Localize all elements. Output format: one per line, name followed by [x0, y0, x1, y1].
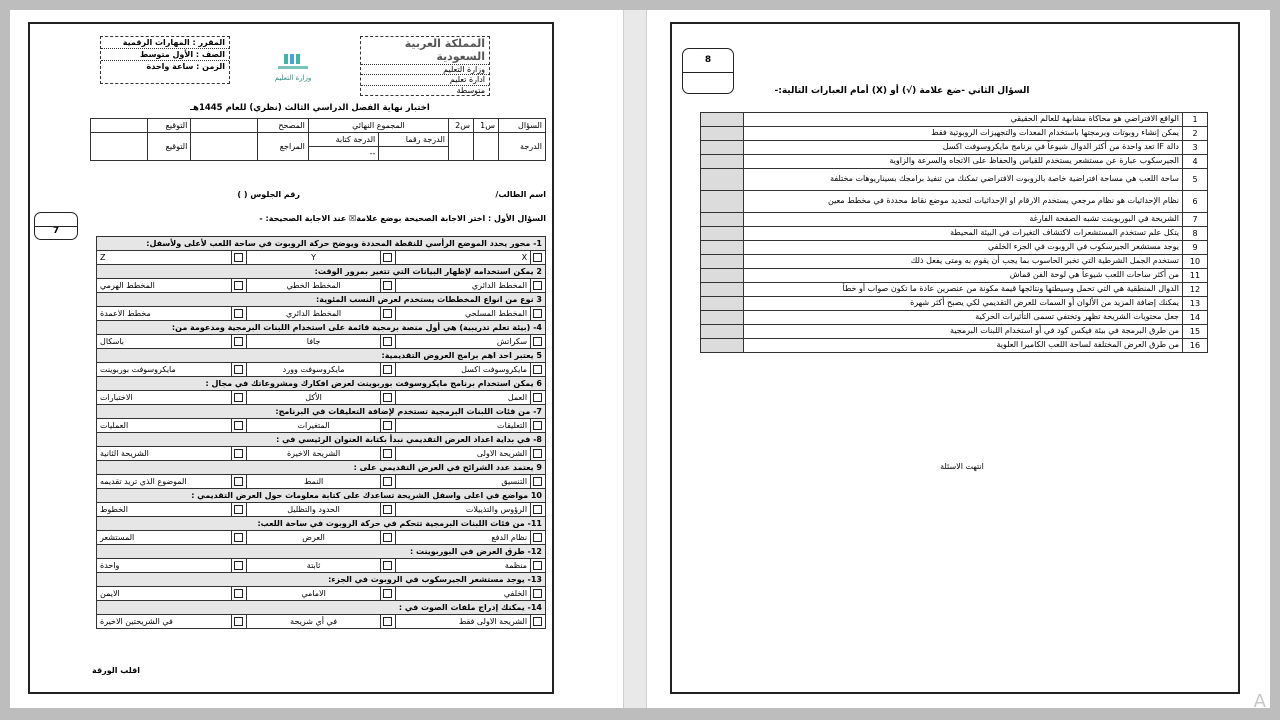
statement-row	[701, 255, 1208, 269]
grade-digits-value	[379, 147, 449, 161]
option-label: المستشعر	[97, 531, 232, 545]
question-text: 5 يعتبر احد اهم برامج العروض التقديمية:	[97, 349, 546, 363]
checkbox-icon[interactable]	[533, 533, 542, 542]
option-label: المخطط المسلحي	[396, 307, 531, 321]
options-row	[97, 335, 546, 349]
q2-score-box	[682, 48, 734, 94]
checkbox-icon[interactable]	[533, 561, 542, 570]
statement-number: 5	[1183, 169, 1208, 191]
checkbox-icon[interactable]	[383, 337, 392, 346]
statement-number: 11	[1183, 269, 1208, 283]
option-label: الخطوط	[97, 503, 232, 517]
statement-text: يمكنك إضافة المزيد من الألوان أو السمات للعرض التقديمي لكي يصبح أكثر شهرة	[744, 297, 1183, 311]
ministry-logo	[258, 52, 328, 86]
question-text: 11- من فئات اللبنات البرمجية تتحكم في حركة الروبوت في ساحة اللعب:	[97, 517, 546, 531]
checkbox-icon[interactable]	[383, 449, 392, 458]
grade-digits: الدرجة رقما	[379, 133, 449, 147]
checkbox-icon[interactable]	[533, 281, 542, 290]
answer-checkbox-cell[interactable]	[231, 559, 246, 573]
answer-checkbox-cell[interactable]	[231, 363, 246, 377]
question-text: 8- في بداية اعداد العرض التقديمي نبدأ بكتابة العنوان الرئيسي في :	[97, 433, 546, 447]
checkbox-icon[interactable]	[234, 477, 243, 486]
option-label: النمط	[246, 475, 381, 489]
answer-cell[interactable]	[701, 213, 744, 227]
answer-checkbox-cell[interactable]	[381, 447, 396, 461]
option-label: العرض	[246, 531, 381, 545]
answer-checkbox-cell[interactable]	[531, 251, 546, 265]
question-text: 14- يمكنك إدراج ملفات الصوت في :	[97, 601, 546, 615]
checkbox-icon[interactable]	[533, 253, 542, 262]
question-text: 1- محور يحدد الموضع الرأسي للنقطة المحددة ويوضح حركة الروبوت في ساحة اللعب لأعلى ولأسفل:	[97, 237, 546, 251]
statement-text: ساحة اللعب هي مساحة افتراضية خاصة بالروبوت الافتراضي تمكنك من تنفيذ برامجك بسيناريوهات مختلفة	[744, 169, 1183, 191]
statement-row	[701, 297, 1208, 311]
kingdom-title: المملكة العربية السعودية	[404, 37, 485, 63]
question-row	[97, 293, 546, 307]
answer-checkbox-cell[interactable]	[531, 447, 546, 461]
exam-page-left	[28, 22, 554, 694]
q2-grade-cell	[449, 133, 474, 161]
course-label: المقرر : المهارات الرقمية	[122, 38, 225, 47]
answer-cell[interactable]	[701, 297, 744, 311]
answer-checkbox-cell[interactable]	[231, 475, 246, 489]
answer-checkbox-cell[interactable]	[531, 363, 546, 377]
statement-row	[701, 155, 1208, 169]
options-row	[97, 531, 546, 545]
statement-text: الجيرسكوب عبارة عن مستشعر يستخدم للقياس والحفاظ على الاتجاه والسرعة والزاوية	[744, 155, 1183, 169]
statement-row	[701, 213, 1208, 227]
question-row	[97, 517, 546, 531]
answer-checkbox-cell[interactable]	[531, 615, 546, 629]
statement-text: الشريحة في البوربوينت تشبه الصفحة الفارغة	[744, 213, 1183, 227]
option-label: الشريحة الثانية	[97, 447, 232, 461]
checkbox-icon[interactable]	[234, 281, 243, 290]
answer-checkbox-cell[interactable]	[381, 335, 396, 349]
question-row	[97, 433, 546, 447]
answer-checkbox-cell[interactable]	[531, 559, 546, 573]
exam-page-right	[670, 22, 1240, 694]
options-row	[97, 475, 546, 489]
checkbox-icon[interactable]	[383, 281, 392, 290]
mcq-table	[96, 236, 546, 629]
answer-checkbox-cell[interactable]	[531, 419, 546, 433]
checkbox-icon[interactable]	[234, 617, 243, 626]
checkbox-icon[interactable]	[234, 337, 243, 346]
answer-checkbox-cell[interactable]	[531, 531, 546, 545]
page-gutter	[623, 10, 647, 708]
answer-checkbox-cell[interactable]	[381, 475, 396, 489]
question-row	[97, 237, 546, 251]
answer-checkbox-cell[interactable]	[381, 559, 396, 573]
answer-checkbox-cell[interactable]	[231, 391, 246, 405]
reviewer-label: المراجع	[258, 133, 309, 161]
statement-text: نظام الإحداثيات هو نظام مرجعي يستخدم الارقام او الإحداثيات لتحديد موضع نقاط محددة في مخطط معين	[744, 191, 1183, 213]
q2-score: 8	[704, 55, 712, 65]
option-label: Y	[246, 251, 381, 265]
question-row	[97, 349, 546, 363]
answer-checkbox-cell[interactable]	[231, 307, 246, 321]
exam-title: اختبار نهاية الفصل الدراسي الثالث (نظري) للعام 1445هـ	[190, 103, 430, 113]
answer-checkbox-cell[interactable]	[381, 307, 396, 321]
q1-title: السؤال الأول : اختر الاجابة الصحيحة بوضع علامة☒ عند الاجابة الصحيحة: -	[259, 214, 546, 223]
answer-checkbox-cell[interactable]	[381, 391, 396, 405]
answer-cell[interactable]	[701, 191, 744, 213]
answer-checkbox-cell[interactable]	[531, 307, 546, 321]
answer-checkbox-cell[interactable]	[231, 251, 246, 265]
checkbox-icon[interactable]	[234, 253, 243, 262]
checkbox-icon[interactable]	[383, 589, 392, 598]
statement-number: 9	[1183, 241, 1208, 255]
statement-row	[701, 283, 1208, 297]
option-label: الموضوع الذي تريد تقديمه	[97, 475, 232, 489]
answer-checkbox-cell[interactable]	[531, 335, 546, 349]
question-text: 12- طرق العرض في البوربوينت :	[97, 545, 546, 559]
ministry-logo-icon	[258, 52, 328, 86]
answer-checkbox-cell[interactable]	[531, 279, 546, 293]
watermark-letter: A	[1253, 691, 1266, 712]
answer-cell[interactable]	[701, 269, 744, 283]
answer-checkbox-cell[interactable]	[381, 251, 396, 265]
checkbox-icon[interactable]	[533, 365, 542, 374]
signature-cell	[91, 119, 148, 133]
ministry-label: وزارة التعليم	[361, 64, 489, 74]
grades-table	[90, 118, 546, 161]
option-label: Z	[97, 251, 232, 265]
options-row	[97, 503, 546, 517]
checkbox-icon[interactable]	[383, 533, 392, 542]
answer-cell[interactable]	[701, 141, 744, 155]
option-label: سكراتش	[396, 335, 531, 349]
statement-row	[701, 127, 1208, 141]
checkbox-icon[interactable]	[383, 365, 392, 374]
checkbox-icon[interactable]	[383, 561, 392, 570]
option-label: العمليات	[97, 419, 232, 433]
option-label: التنسيق	[396, 475, 531, 489]
answer-checkbox-cell[interactable]	[231, 615, 246, 629]
checkbox-icon[interactable]	[234, 309, 243, 318]
checkbox-icon[interactable]	[533, 337, 542, 346]
question-row	[97, 601, 546, 615]
statement-row	[701, 339, 1208, 353]
end-text: انتهت الاسئلة	[940, 462, 984, 471]
answer-checkbox-cell[interactable]	[531, 391, 546, 405]
question-row	[97, 573, 546, 587]
checkbox-icon[interactable]	[234, 505, 243, 514]
answer-cell[interactable]	[701, 113, 744, 127]
checkbox-icon[interactable]	[383, 617, 392, 626]
statement-number: 13	[1183, 297, 1208, 311]
option-label: X	[396, 251, 531, 265]
answer-checkbox-cell[interactable]	[381, 615, 396, 629]
reviewer-name	[191, 133, 258, 161]
answer-checkbox-cell[interactable]	[381, 503, 396, 517]
question-row	[97, 321, 546, 335]
statement-number: 1	[1183, 113, 1208, 127]
statement-text: يتكل علم تستخدم المستشعرات لاكتشاف التغيرات في البيئة المحيطة	[744, 227, 1183, 241]
options-row	[97, 251, 546, 265]
row-grade: الدرجة	[499, 133, 546, 161]
answer-checkbox-cell[interactable]	[381, 587, 396, 601]
checkbox-icon[interactable]	[383, 421, 392, 430]
col-q2: س2	[449, 119, 474, 133]
option-label: الاختبارات	[97, 391, 232, 405]
logo-text: وزارة التعليم	[274, 74, 312, 82]
answer-cell[interactable]	[701, 325, 744, 339]
checkbox-icon[interactable]	[533, 589, 542, 598]
checkbox-icon[interactable]	[383, 505, 392, 514]
statement-number: 15	[1183, 325, 1208, 339]
checkbox-icon[interactable]	[533, 309, 542, 318]
question-text: 9 يعتمد عدد الشرائح في العرض التقديمي على :	[97, 461, 546, 475]
answer-cell[interactable]	[701, 311, 744, 325]
checkbox-icon[interactable]	[234, 421, 243, 430]
checkbox-icon[interactable]	[234, 533, 243, 542]
checkbox-icon[interactable]	[383, 253, 392, 262]
question-row	[97, 545, 546, 559]
answer-checkbox-cell[interactable]	[231, 587, 246, 601]
checkbox-icon[interactable]	[234, 449, 243, 458]
answer-cell[interactable]	[701, 283, 744, 297]
school-label: متوسطة	[361, 85, 489, 95]
option-label: مايكروسوفت وورد	[246, 363, 381, 377]
grade-label: الصف : الأول متوسط	[101, 48, 229, 60]
statement-row	[701, 325, 1208, 339]
option-label: الامامي	[246, 587, 381, 601]
col-total: المجموع النهائي	[308, 119, 448, 133]
answer-checkbox-cell[interactable]	[531, 475, 546, 489]
statement-row	[701, 227, 1208, 241]
option-label: الأكل	[246, 391, 381, 405]
question-text: 13- يوجد مستشعر الجيرسكوب في الروبوت في الجزء:	[97, 573, 546, 587]
statement-number: 2	[1183, 127, 1208, 141]
score-divider-2	[682, 72, 734, 73]
q1-grade-cell	[474, 133, 499, 161]
statement-row	[701, 191, 1208, 213]
statement-row	[701, 141, 1208, 155]
answer-checkbox-cell[interactable]	[531, 587, 546, 601]
option-label: في أي شريحة	[246, 615, 381, 629]
options-row	[97, 363, 546, 377]
options-row	[97, 307, 546, 321]
col-signature: التوقيع	[148, 119, 191, 133]
question-text: 3 نوع من انواع المخططات يستخدم لعرض النسب المئوية:	[97, 293, 546, 307]
statement-number: 14	[1183, 311, 1208, 325]
statement-text: يمكن إنشاء روبوتات وبرمجتها باستخدام المعدات والتجهيزات الروبوتية فقط	[744, 127, 1183, 141]
answer-checkbox-cell[interactable]	[231, 531, 246, 545]
statement-row	[701, 169, 1208, 191]
answer-checkbox-cell[interactable]	[231, 503, 246, 517]
checkbox-icon[interactable]	[533, 449, 542, 458]
answer-cell[interactable]	[701, 227, 744, 241]
statement-text: جعل محتويات الشريحة تظهر وتختفي تسمى التأثيرات الحركية	[744, 311, 1183, 325]
option-label: الحدود والتظليل	[246, 503, 381, 517]
corrector-name	[191, 119, 258, 133]
grade-words: الدرجة كتابة	[308, 133, 378, 147]
score-divider	[34, 226, 78, 227]
option-label: منظمة	[396, 559, 531, 573]
checkbox-icon[interactable]	[383, 393, 392, 402]
checkbox-icon[interactable]	[234, 589, 243, 598]
option-label: المخطط الهرمي	[97, 279, 232, 293]
option-label: المخطط الدائري	[246, 307, 381, 321]
option-label: الرؤوس والتذييلات	[396, 503, 531, 517]
statement-number: 10	[1183, 255, 1208, 269]
question-text: 7- من فئات اللبنات البرمجية تستخدم لإضافة التعليقات في البرنامج:	[97, 405, 546, 419]
option-label: مايكروسوفت بوربوينت	[97, 363, 232, 377]
seat-number: رقم الجلوس ( )	[237, 190, 300, 199]
option-label: مايكروسوفت اكسل	[396, 363, 531, 377]
answer-checkbox-cell[interactable]	[381, 279, 396, 293]
question-text: 4- (بيئة تعلم تدريبية) هي أول منصة برمجية قائمة على استخدام اللبنات البرمجية ومدعومة من:	[97, 321, 546, 335]
q2-title: السؤال الثاني -ضع علامة (√) أو (X) أمام العبارات التالية:-	[774, 86, 1030, 96]
options-row	[97, 279, 546, 293]
options-row	[97, 559, 546, 573]
turn-page: اقلب الورقة	[92, 666, 140, 675]
answer-checkbox-cell[interactable]	[381, 363, 396, 377]
answer-cell[interactable]	[701, 255, 744, 269]
col-question: السؤال	[499, 119, 546, 133]
signature2-cell	[91, 133, 148, 161]
admin-label: ادارة تعليم	[361, 74, 489, 84]
checkbox-icon[interactable]	[533, 505, 542, 514]
option-label: المتغيرات	[246, 419, 381, 433]
statement-number: 3	[1183, 141, 1208, 155]
option-label: الخلفي	[396, 587, 531, 601]
true-false-table	[700, 112, 1208, 353]
q1-score: 7	[52, 226, 60, 236]
option-label: جافا	[246, 335, 381, 349]
question-row	[97, 405, 546, 419]
answer-cell[interactable]	[701, 241, 744, 255]
checkbox-icon[interactable]	[533, 393, 542, 402]
statement-number: 7	[1183, 213, 1208, 227]
statement-number: 16	[1183, 339, 1208, 353]
question-text: 2 يمكن استخدامه لإظهار البيانات التي تتغير بمرور الوقت:	[97, 265, 546, 279]
answer-cell[interactable]	[701, 339, 744, 353]
grade-words-value: --	[308, 147, 378, 161]
statement-text: الدوال المنطقية هي التي تحمل وسيطتها ونتائجها قيمة مكونة من عنصرين عادة ما تكون صواب أو خطأ	[744, 283, 1183, 297]
option-label: العمل	[396, 391, 531, 405]
statement-text: الواقع الافتراضي هو محاكاة مشابهة للعالم الحقيقي	[744, 113, 1183, 127]
course-info	[100, 36, 230, 84]
question-text: 6 يمكن استخدام برنامج مايكروسوفت بوربوينت لعرض افكارك ومشروعاتك في مجال :	[97, 377, 546, 391]
statement-row	[701, 113, 1208, 127]
answer-checkbox-cell[interactable]	[231, 447, 246, 461]
statement-number: 12	[1183, 283, 1208, 297]
option-label: الايمن	[97, 587, 232, 601]
checkbox-icon[interactable]	[533, 477, 542, 486]
option-label: مخطط الاعمدة	[97, 307, 232, 321]
answer-checkbox-cell[interactable]	[381, 419, 396, 433]
statement-text: يوجد مستشعر الجيرسكوب في الروبوت في الجزء الخلفي	[744, 241, 1183, 255]
option-label: المخطط الدائري	[396, 279, 531, 293]
checkbox-icon[interactable]	[383, 309, 392, 318]
option-label: التعليقات	[396, 419, 531, 433]
statement-number: 4	[1183, 155, 1208, 169]
checkbox-icon[interactable]	[383, 477, 392, 486]
statement-text: دالة IF تعد واحدة من أكثر الدوال شيوعاً في برنامج مايكروسوفت اكسل	[744, 141, 1183, 155]
answer-checkbox-cell[interactable]	[231, 419, 246, 433]
student-name: اسم الطالب/	[495, 190, 546, 199]
option-label: الشريحة الاولى	[396, 447, 531, 461]
options-row	[97, 587, 546, 601]
option-label: في الشريحتين الاخيرة	[97, 615, 232, 629]
options-row	[97, 615, 546, 629]
option-label: واحدة	[97, 559, 232, 573]
col-q1: س1	[474, 119, 499, 133]
answer-cell[interactable]	[701, 127, 744, 141]
ministry-header	[360, 36, 490, 96]
checkbox-icon[interactable]	[234, 365, 243, 374]
time-label: الزمن : ساعة واحدة	[101, 60, 229, 72]
option-label: المخطط الخطي	[246, 279, 381, 293]
option-label: نظام الدفع	[396, 531, 531, 545]
signature2-label: التوقيع	[148, 133, 191, 161]
question-row	[97, 489, 546, 503]
checkbox-icon[interactable]	[533, 421, 542, 430]
question-text: 10 مواضع في اعلى واسفل الشريحة تساعدك على كتابة معلومات حول العرض التقديمي :	[97, 489, 546, 503]
answer-checkbox-cell[interactable]	[231, 279, 246, 293]
statement-number: 6	[1183, 191, 1208, 213]
statement-text: من طرق البرمجة في بيئة فيكس كود في أو استخدام اللبنات البرمجية	[744, 325, 1183, 339]
answer-cell[interactable]	[701, 155, 744, 169]
options-row	[97, 447, 546, 461]
options-row	[97, 419, 546, 433]
col-corrector: المصحح	[258, 119, 309, 133]
answer-checkbox-cell[interactable]	[531, 503, 546, 517]
statement-row	[701, 311, 1208, 325]
answer-cell[interactable]	[701, 169, 744, 191]
checkbox-icon[interactable]	[234, 393, 243, 402]
answer-checkbox-cell[interactable]	[381, 531, 396, 545]
option-label: الشريحة الاولى فقط	[396, 615, 531, 629]
question-row	[97, 265, 546, 279]
checkbox-icon[interactable]	[234, 561, 243, 570]
question-row	[97, 461, 546, 475]
statement-text: تستخدم الجمل الشرطية التي تخبر الحاسوب بما يجب أن يقوم به ومتى يفعل ذلك	[744, 255, 1183, 269]
statement-text: من أكثر ساحات اللعب شيوعاً هي لوحة الفن قماش	[744, 269, 1183, 283]
statement-number: 8	[1183, 227, 1208, 241]
statement-text: من طرق العرض المختلفة لساحة اللعب الكاميرا العلوية	[744, 339, 1183, 353]
statement-row	[701, 269, 1208, 283]
answer-checkbox-cell[interactable]	[231, 335, 246, 349]
option-label: باسكال	[97, 335, 232, 349]
question-row	[97, 377, 546, 391]
option-label: ثابتة	[246, 559, 381, 573]
checkbox-icon[interactable]	[533, 617, 542, 626]
option-label: الشريحة الاخيرة	[246, 447, 381, 461]
statement-row	[701, 241, 1208, 255]
options-row	[97, 391, 546, 405]
